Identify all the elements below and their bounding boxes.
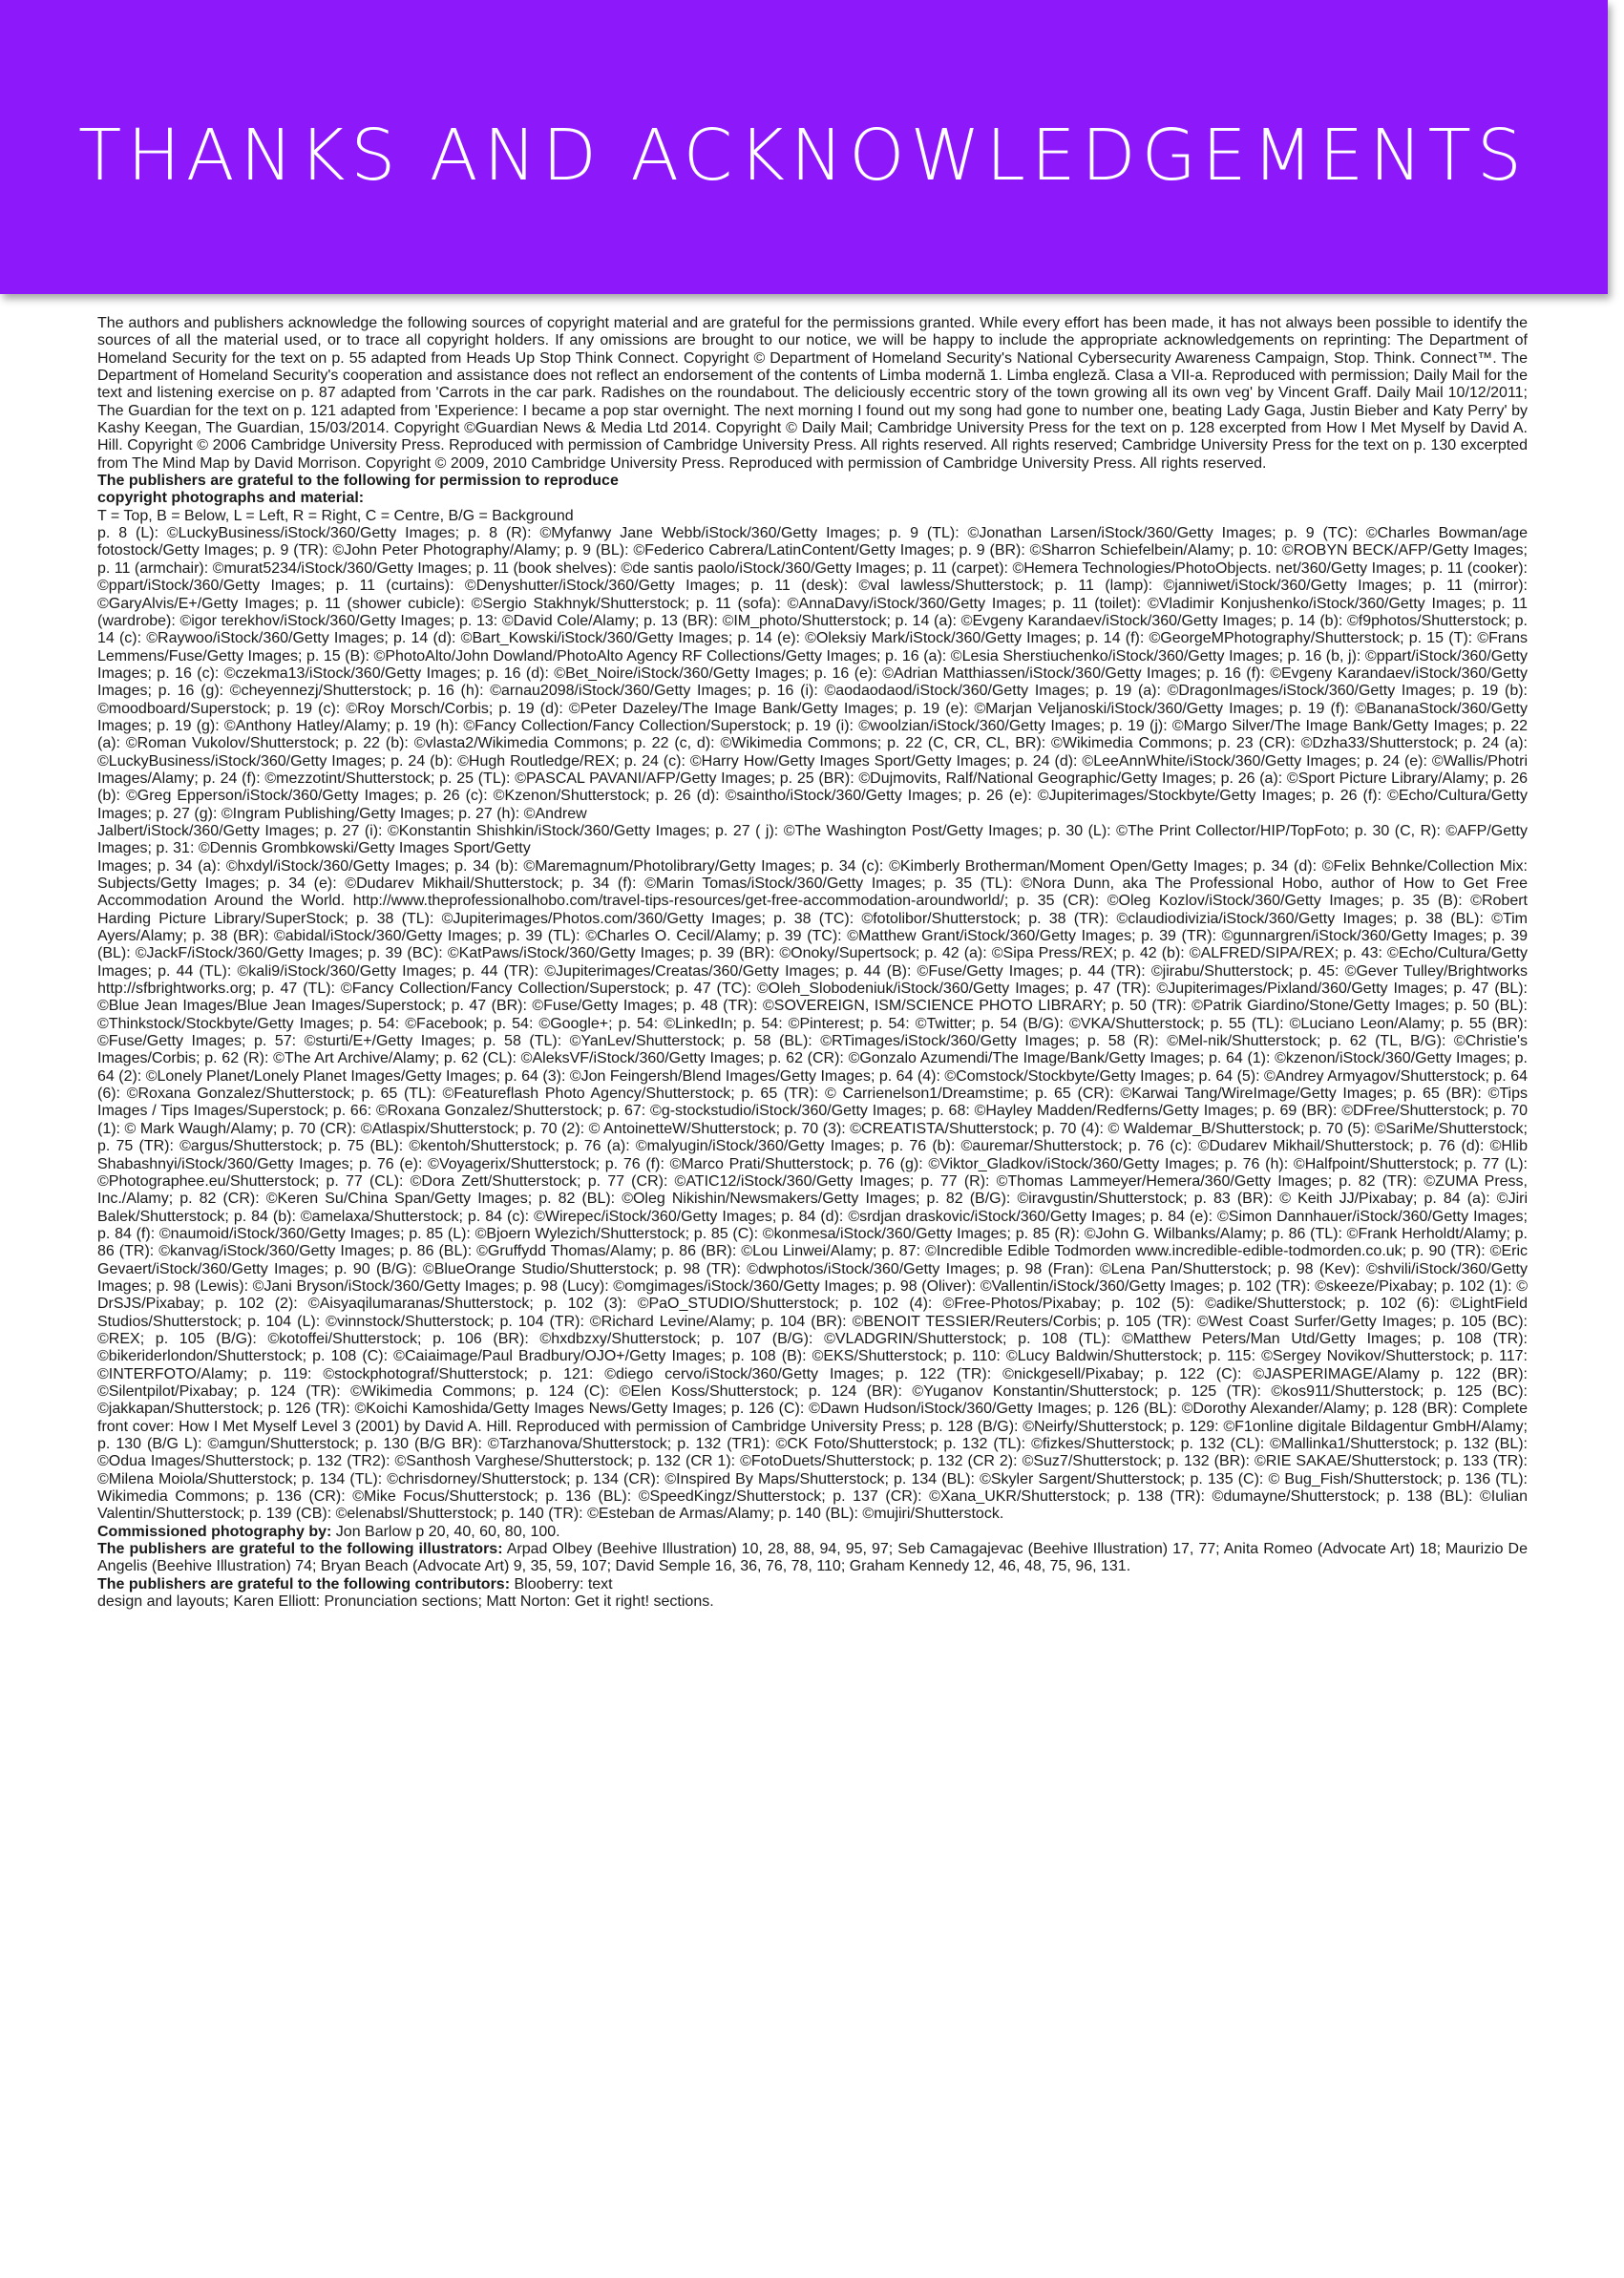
- commissioned-text: Jon Barlow p 20, 40, 60, 80, 100.: [331, 1523, 560, 1540]
- contributors-credit: [97, 1576, 1528, 1593]
- illustrators-text: Arpad Olbey (Beehive Illustration) 10, 28, 88, 94, 95, 97; Seb Camagajevac (Beehive Illustration) 17, 77; Anita Romeo (Advocate Art) 18; Maurizio De Angelis (Beehive Illustration) 74; Bryan Beach (Advocate Art) 9, 35, 59, 107; David Semple 16, 36, 76, 78, 110; Graham Kennedy 12, 46, 48, 75, 96, 131.: [97, 1541, 1529, 1575]
- contributors-credit-continued: design and layouts; Karen Elliott: Pronunciation sections; Matt Norton: Get it right! sections.: [97, 1593, 714, 1611]
- acknowledgements-body: [97, 315, 1528, 2234]
- photos-heading-line-1: The publishers are grateful to the following for permission to reproduce: [97, 473, 619, 490]
- illustrators-label: The publishers are grateful to the following illustrators:: [97, 1541, 503, 1558]
- photo-credits-part-2: Jalbert/iStock/360/Getty Images; p. 27 (i): ©Konstantin Shishkin/iStock/360/Getty Images; p. 27 ( j): ©The Washington Post/Getty Images; p. 30 (L): ©The Print Collector/HIP/TopFoto; p. 30 (C, R): ©AFP/Getty Images; p. 31: ©Dennis Grombkowski/Getty Images Sport/Getty: [97, 822, 1528, 857]
- commissioned-label: Commissioned photography by:: [97, 1523, 332, 1540]
- contributors-label: The publishers are grateful to the following contributors:: [97, 1575, 511, 1592]
- commissioned-photography: [97, 1524, 1528, 1541]
- illustrators-credit: [97, 1541, 1528, 1576]
- page-title: THANKS AND ACKNOWLEDGEMENTS: [78, 115, 1528, 197]
- photos-heading-line-2: copyright photographs and material:: [97, 490, 365, 507]
- photo-credits-part-3: Images; p. 34 (a): ©hxdyl/iStock/360/Getty Images; p. 34 (b): ©Maremagnum/Photolibrary/Getty Images; p. 34 (c): ©Kimberly Brotherman/Moment Open/Getty Images; p. 34 (d): ©Felix Behnke/Collection Mix: Subjects/Getty Images; p. 34 (e): ©Dudarev Mikhail/Shutterstock; p. 34 (f): ©Marin Tomas/iStock/360/Getty Images; p. 35 (TL): ©Nora Dunn, aka The Professional Hobo, author of How to Get Free Accommodation Around the World. http://www.theprofessionalhobo.com/travel-tips-resources/get-free-accommodation-aroundworld/; p. 35 (CR): ©Oleg Kozlov/iStock/360/Getty Images; p. 35 (B): ©Robert Harding Picture Library/SuperStock; p. 38 (TL): ©Jupiterimages/Photos.com/360/Getty Images; p. 38 (TC): ©fotolibor/Shutterstock; p. 38 (TR): ©claudiodivizia/iStock/360/Getty Images; p. 38 (BL): ©Tim Ayers/Alamy; p. 38 (BR): ©abidal/iStock/360/Getty Images; p. 39 (TL): ©Charles O. Cecil/Alamy; p. 39 (TC): ©Matthew Grant/iStock/360/Getty Images; p. 39 (TR): ©gunnargren/iStock/360/Getty Images; p. 39 (BL): ©JackF/iStock/360/Getty Images; p. 39 (BC): ©KatPaws/iStock/360/Getty Images; p. 39 (BR): ©Onoky/Supertsock; p. 42 (a): ©Sipa Press/REX; p. 42 (b): ©ALFRED/SIPA/REX; p. 43: ©Echo/Cultura/Getty Images; p. 44 (TL): ©kali9/iStock/360/Getty Images; p. 44 (TR): ©Jupiterimages/Creatas/360/Getty Images; p. 44 (B): ©Fuse/Getty Images; p. 44 (TR): ©jirabu/Shutterstock; p. 45: ©Gever Tulley/Brightworks http://sfbrightworks.org; p. 47 (TL): ©Fancy Collection/Fancy Collection/Superstock; p. 47 (TC): ©Oleh_Slobodeniuk/iStock/360/Getty Images; p. 47 (TR): ©Jupiterimages/Pixland/360/Getty Images; p. 47 (BL): ©Blue Jean Images/Blue Jean Images/Superstock; p. 47 (BR): ©Fuse/Getty Images; p. 48 (TR): ©SOVEREIGN, ISM/SCIENCE PHOTO LIBRARY; p. 50 (TR): ©Patrik Giardino/Stone/Getty Images; p. 50 (BL): ©Thinkstock/Stockbyte/Getty Images; p. 54: ©Facebook; p. 54: ©Google+; p. 54: ©LinkedIn; p. 54: ©Pinterest; p. 54: ©Twitter; p. 54 (B/G): ©VKA/Shutterstock; p. 55 (TL): ©Luciano Leon/Alamy; p. 55 (BR): ©Fuse/Getty Images; p. 57: ©sturti/E+/Getty Images; p. 58 (TL): ©YanLev/Shutterstock; p. 58 (BL): ©RTimages/iStock/360/Getty Images; p. 58 (R): ©Mel-nik/Shutterstock; p. 62 (TL, B/G): ©Christie's Images/Corbis; p. 62 (R): ©The Art Archive/Alamy; p. 62 (CL): ©AleksVF/iStock/360/Getty Images; p. 62 (CR): ©Gonzalo Azumendi/The Image/Bank/Getty Images; p. 64 (1): ©kzenon/iStock/360/Getty Images; p. 64 (2): ©Lonely Planet/Lonely Planet Images/Getty Images; p. 64 (3): ©Jon Feingersh/Blend Images/Getty Images; p. 64 (4): ©Comstock/Stockbyte/Getty Images; p. 64 (5): ©Andrey Armyagov/Shutterstock; p. 64 (6): ©Roxana Gonzalez/Shutterstock; p. 65 (TL): ©Featureflash Photo Agency/Shutterstock; p. 65 (TR): © Carrienelson1/Dreamstime; p. 65 (CR): ©Karwai Tang/WireImage/Getty Images; p. 65 (BR): ©Tips Images / Tips Images/Superstock; p. 66: ©Roxana Gonzalez/Shutterstock; p. 67: ©g-stockstudio/iStock/360/Getty Images; p. 68: ©Hayley Madden/Redferns/Getty Images; p. 69 (BR): ©DFree/Shutterstock; p. 70 (1): © Mark Waugh/Alamy; p. 70 (CR): ©Atlaspix/Shutterstock; p. 70 (2): © AntoinetteW/Shutterstock; p. 70 (3): ©CREATISTA/Shutterstock; p. 70 (4): © Waldemar_B/Shutterstock; p. 70 (5): ©SariMe/Shutterstock; p. 75 (TR): ©argus/Shutterstock; p. 75 (BL): ©kentoh/Shutterstock; p. 76 (a): ©malyugin/iStock/360/Getty Images; p. 76 (b): ©auremar/Shutterstock; p. 76 (c): ©Dudarev Mikhail/Shutterstock; p. 76 (d): ©Hlib Shabashnyi/iStock/360/Getty Images; p. 76 (e): ©Voyagerix/Shutterstock; p. 76 (f): ©Marco Prati/Shutterstock; p. 76 (g): ©Viktor_Gladkov/iStock/360/Getty Images; p. 76 (h): ©Halfpoint/Shutterstock; p. 77 (L): ©Photographee.eu/Shutterstock; p. 77 (CL): ©Dora Zett/Shutterstock; p. 77 (CR): ©ATIC12/iStock/360/Getty Images; p. 77 (R): ©Thomas Lammeyer/Hemera/360/Getty Images; p. 82 (TR): ©ZUMA Press, Inc./Alamy; p. 82 (CR): ©Keren Su/China Span/Getty Images; p. 82 (BL): ©Oleg Nikishin/Newsmakers/Getty Images; p. 82 (B/G): ©iravgustin/Shutterstock; p. 83 (BR): © Keith JJ/Pixabay; p. 84 (a): ©Jiri Balek/Shutterstock; p. 84 (b): ©amelaxa/Shutterstock; p. 84 (c): ©Wirepec/iStock/360/Getty Images; p. 84 (d): ©srdjan draskovic/iStock/360/Getty Images; p. 84 (e): ©Simon Dannhauer/iStock/360/Getty Images; p. 84 (f): ©naumoid/iStock/360/Getty Images; p. 85 (L): ©Bjoern Wylezich/Shutterstock; p. 85 (C): ©konmesa/iStock/360/Getty Images; p. 85 (R): ©John G. Wilbanks/Alamy; p. 86 (TL): ©Frank Herholdt/Alamy; p. 86 (TR): ©kanvag/iStock/360/Getty Images; p. 86 (BL): ©Gruffydd Thomas/Alamy; p. 86 (BR): ©Lou Linwei/Alamy; p. 87: ©Incredible Edible Todmorden www.incredible-edible-todmorden.co.uk; p. 90 (TR): ©Eric Gevaert/iStock/360/Getty Images; p. 90 (B/G): ©BlueOrange Studio/Shutterstock; p. 98 (TR): ©dwphotos/iStock/360/Getty Images; p. 98 (Fran): ©Lena Pan/Shutterstock; p. 98 (Kev): ©shvili/iStock/360/Getty Images; p. 98 (Lewis): ©Jani Bryson/iStock/360/Getty Images; p. 98 (Lucy): ©omgimages/iStock/360/Getty Images; p. 98 (Oliver): ©Vallentin/iStock/360/Getty Images; p. 102 (TR): ©skeeze/Pixabay; p. 102 (1): © DrSJS/Pixabay; p. 102 (2): ©Aisyaqilumaranas/Shutterstock; p. 102 (3): ©PaO_STUDIO/Shutterstock; p. 102 (4): ©Free-Photos/Pixabay; p. 102 (5): ©adike/Shutterstock; p. 102 (6): ©LightField Studios/Shutterstock; p. 104 (L): ©vinnstock/Shutterstock; p. 104 (TR): ©Richard Levine/Alamy; p. 104 (BR): ©BENOIT TESSIER/Reuters/Corbis; p. 105 (TR): ©West Coast Surfer/Getty Images; p. 105 (BC): ©REX; p. 105 (B/G): ©kotoffei/Shutterstock; p. 106 (BR): ©hxdbzxy/Shutterstock; p. 107 (B/G): ©VLADGRIN/Shutterstock; p. 108 (TL): ©Matthew Peters/Man Utd/Getty Images; p. 108 (TR): ©bikeriderlondon/Shutterstock; p. 108 (C): ©Caiaimage/Paul Bradbury/OJO+/Getty Images; p. 108 (B): ©EKS/Shutterstock; p. 110: ©Lucy Baldwin/Shutterstock; p. 115: ©Sergey Novikov/Shutterstock; p. 117: ©INTERFOTO/Alamy; p. 119: ©stockphotograf/Shutterstock; p. 121: ©diego cervo/iStock/360/Getty Images; p. 122 (TR): ©nickgesell/Pixabay; p. 122 (C): ©JASPERIMAGE/Alamy p. 122 (BR): ©Silentpilot/Pixabay; p. 124 (TR): ©Wikimedia Commons; p. 124 (C): ©Elen Koss/Shutterstock; p. 124 (BR): ©Yuganov Konstantin/Shutterstock; p. 125 (TR): ©kos911/Shutterstock; p. 125 (BC): ©jakkapan/Shutterstock; p. 126 (TR): ©Koichi Kamoshida/Getty Images News/Getty Images; p. 126 (C): ©Dawn Hudson/iStock/360/Getty Images; p. 126 (BL): ©Dorothy Alexander/Alamy; p. 128 (BR): Complete front cover: How I Met Myself Level 3 (2001) by David A. Hill. Reproduced with permission of Cambridge University Press; p. 128 (B/G): ©Neirfy/Shutterstock; p. 129: ©F1online digitale Bildagentur GmbH/Alamy; p. 130 (B/G L): ©amgun/Shutterstock; p. 130 (B/G BR): ©Tarzhanova/Shutterstock; p. 132 (TR1): ©CK Foto/Shutterstock; p. 132 (TL): ©fizkes/Shutterstock; p. 132 (CL): ©Mallinka1/Shutterstock; p. 132 (BL): ©Odua Images/Shutterstock; p. 132 (TR2): ©Santhosh Varghese/Shutterstock; p. 132 (CR 1): ©FotoDuets/Shutterstock; p. 132 (CR 2): ©Suz7/Shutterstock; p. 132 (BR): ©RIE SAKAE/Shutterstock; p. 133 (TR): ©Milena Moiola/Shutterstock; p. 134 (TL): ©chrisdorney/Shutterstock; p. 134 (CR): ©Inspired By Maps/Shutterstock; p. 134 (BL): ©Skyler Sargent/Shutterstock; p. 135 (C): © Bug_Fish/Shutterstock; p. 136 (TL): Wikimedia Commons; p. 136 (CR): ©Mike Focus/Shutterstock; p. 136 (BL): ©SpeedKingz/Shutterstock; p. 137 (CR): ©Xana_UKR/Shutterstock; p. 138 (TR): ©dumayne/Shutterstock; p. 138 (BL): ©Iulian Valentin/Shutterstock; p. 139 (CB): ©elenabsl/Shutterstock; p. 140 (TR): ©Esteban de Armas/Alamy; p. 140 (BL): ©mujiri/Shutterstock.: [97, 857, 1528, 1523]
- title-banner: [0, 0, 1608, 294]
- contributors-text: Blooberry: text: [510, 1575, 613, 1592]
- position-key: T = Top, B = Below, L = Left, R = Right, C = Centre, B/G = Background: [97, 507, 574, 524]
- photo-credits-part-1: p. 8 (L): ©LuckyBusiness/iStock/360/Getty Images; p. 8 (R): ©Myfanwy Jane Webb/iStock/360/Getty Images; p. 9 (TL): ©Jonathan Larsen/iStock/360/Getty Images; p. 9 (TC): ©Charles Bowman/age fotostock/Getty Images; p. 9 (TR): ©John Peter Photography/Alamy; p. 9 (BL): ©Federico Cabrera/LatinContent/Getty Images; p. 9 (BR): ©Sharron Schiefelbein/Alamy; p. 10: ©ROBYN BECK/AFP/Getty Images; p. 11 (armchair): ©murat5234/iStock/360/Getty Images; p. 11 (book shelves): ©de santis paolo/iStock/360/Getty Images; p. 11 (carpet): ©Hemera Technologies/PhotoObjects. net/360/Getty Images; p. 11 (cooker): ©ppart/iStock/360/Getty Images; p. 11 (curtains): ©Denyshutter/iStock/360/Getty Images; p. 11 (desk): ©val lawless/Shutterstock; p. 11 (lamp): ©janniwet/iStock/360/Getty Images; p. 11 (mirror): ©GaryAlvis/E+/Getty Images; p. 11 (shower cubicle): ©Sergio Stakhnyk/Shutterstock; p. 11 (sofa): ©AnnaDavy/iStock/360/Getty Images; p. 11 (toilet): ©Vladimir Konjushenko/iStock/360/Getty Images; p. 11 (wardrobe): ©igor terekhov/iStock/360/Getty Images; p. 13: ©David Cole/Alamy; p. 13 (BR): ©IM_photo/Shutterstock; p. 14 (a): ©Evgeny Karandaev/iStock/360/Getty Images; p. 14 (b): ©f9photos/Shutterstock; p. 14 (c): ©Raywoo/iStock/360/Getty Images; p. 14 (d): ©Bart_Kowski/iStock/360/Getty Images; p. 14 (e): ©Oleksiy Mark/iStock/360/Getty Images; p. 14 (f): ©GeorgeMPhotography/Shutterstock; p. 15 (T): ©Frans Lemmens/Fuse/Getty Images; p. 15 (B): ©PhotoAlto/John Dowland/PhotoAlto Agency RF Collections/Getty Images; p. 16 (a): ©Lesia Sherstiuchenko/iStock/360/Getty Images; p. 16 (b, j): ©ppart/iStock/360/Getty Images; p. 16 (c): ©czekma13/iStock/360/Getty Images; p. 16 (d): ©Bet_Noire/iStock/360/Getty Images; p. 16 (e): ©Adrian Matthiassen/iStock/360/Getty Images; p. 16 (f): ©Evgeny Karandaev/iStock/360/Getty Images; p. 16 (g): ©cheyennezj/Shutterstock; p. 16 (h): ©arnau2098/iStock/360/Getty Images; p. 16 (i): ©aodaodaod/iStock/360/Getty Images; p. 19 (a): ©DragonImages/iStock/360/Getty Images; p. 19 (b): ©moodboard/Superstock; p. 19 (c): ©Roy Morsch/Corbis; p. 19 (d): ©Peter Dazeley/The Image Bank/Getty Images; p. 19 (e): ©Marjan Veljanoski/iStock/360/Getty Images; p. 19 (f): ©BananaStock/360/Getty Images; p. 19 (g): ©Anthony Hatley/Alamy; p. 19 (h): ©Fancy Collection/Fancy Collection/Superstock; p. 19 (i): ©woolzian/iStock/360/Getty Images; p. 19 (j): ©Margo Silver/The Image Bank/Getty Images; p. 22 (a): ©Roman Vukolov/Shutterstock; p. 22 (b): ©vlasta2/Wikimedia Commons; p. 22 (c, d): ©Wikimedia Commons; p. 22 (C, CR, CL, BR): ©Wikimedia Commons; p. 23 (CR): ©Dzha33/Shutterstock; p. 24 (a): ©LuckyBusiness/iStock/360/Getty Images; p. 24 (b): ©Hugh Routledge/REX; p. 24 (c): ©Harry How/Getty Images Sport/Getty Images; p. 24 (d): ©LeeAnnWhite/iStock/360/Getty Images; p. 24 (e): ©Wallis/Photri Images/Alamy; p. 24 (f): ©mezzotint/Shutterstock; p. 25 (TL): ©PASCAL PAVANI/AFP/Getty Images; p. 25 (BR): ©Dujmovits, Ralf/National Geographic/Getty Images; p. 26 (a): ©Sport Picture Library/Alamy; p. 26 (b): ©Greg Epperson/iStock/360/Getty Images; p. 26 (c): ©Kzenon/Shutterstock; p. 26 (d): ©saintho/iStock/360/Getty Images; p. 26 (e): ©Jupiterimages/Stockbyte/Getty Images; p. 26 (f): ©Echo/Cultura/Getty Images; p. 27 (g): ©Ingram Publishing/Getty Images; p. 27 (h): ©Andrew: [97, 525, 1528, 822]
- intro-paragraph: The authors and publishers acknowledge the following sources of copyright material and are grateful for the permissions granted. While every effort has been made, it has not always been possible to identify the sources of all the material used, or to trace all copyright holders. If any omissions are brought to our notice, we will be happy to include the appropriate acknowledgements on reprinting: The Department of Homeland Security for the text on p. 55 adapted from Heads Up Stop Think Connect. Copyright © Department of Homeland Security's National Cybersecurity Awareness Campaign, Stop. Think. Connect™. The Department of Homeland Security's cooperation and assistance does not reflect an endorsement of the contents of Limba modernă 1. Limba engleză. Clasa a VII-a. Reproduced with permission; Daily Mail for the text and listening exercise on p. 87 adapted from 'Carrots in the car park. Radishes on the roundabout. The deliciously eccentric story of the town growing all its own veg' by Vincent Graff. Daily Mail 10/12/2011; The Guardian for the text on p. 121 adapted from 'Experience: I became a pop star overnight. The next morning I found out my song had gone to number one, beating Lady Gaga, Justin Bieber and Katy Perry' by Kashy Keegan, The Guardian, 15/03/2014. Copyright ©Guardian News & Media Ltd 2014. Copyright © Daily Mail; Cambridge University Press for the text on p. 128 excerpted from How I Met Myself by David A. Hill. Copyright © 2006 Cambridge University Press. Reproduced with permission of Cambridge University Press. All rights reserved. All rights reserved; Cambridge University Press for the text on p. 130 excerpted from The Mind Map by David Morrison. Copyright © 2009, 2010 Cambridge University Press. Reproduced with permission of Cambridge University Press. All rights reserved.: [97, 315, 1528, 472]
